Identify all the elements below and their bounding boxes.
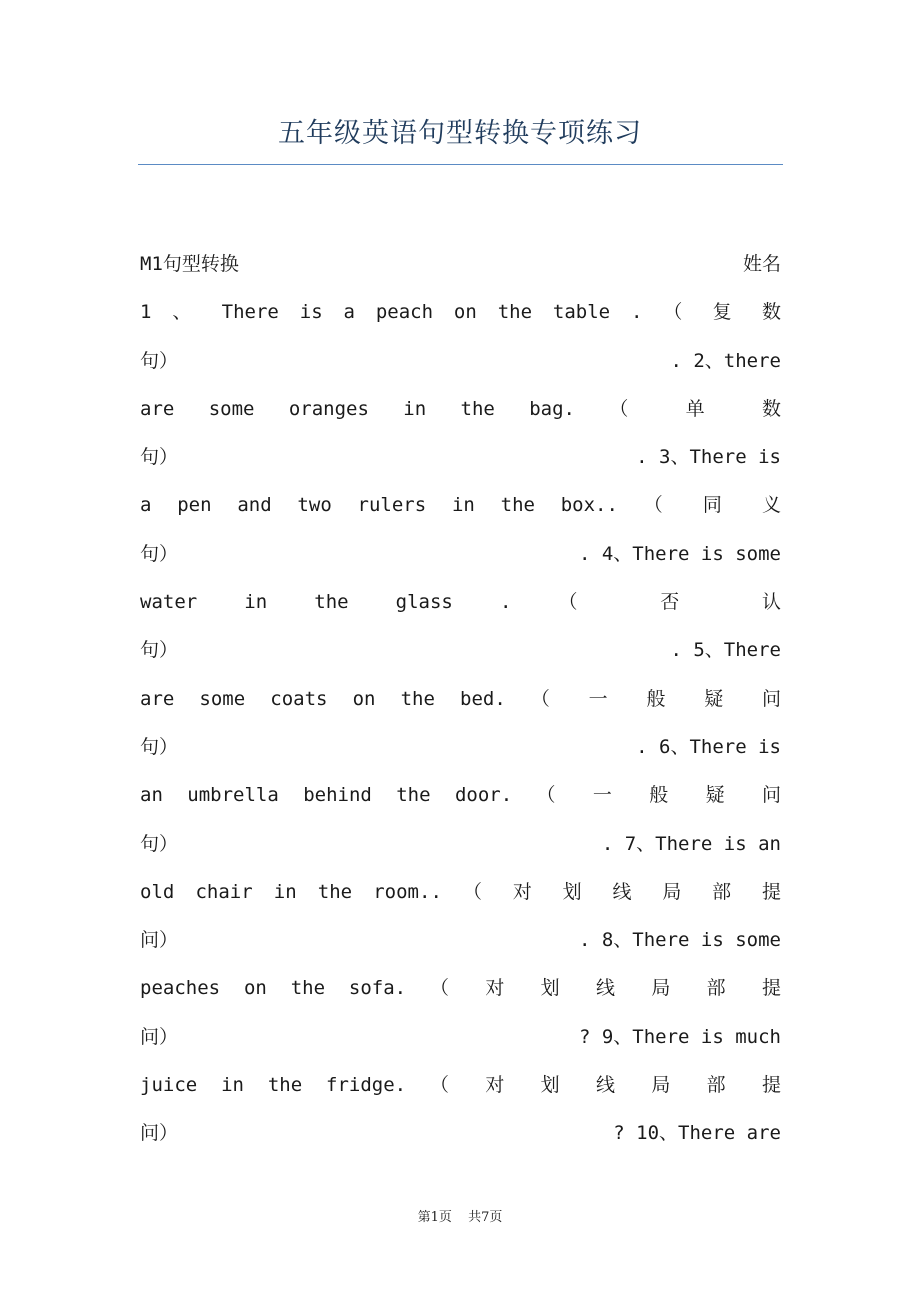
exercise-next-start: . 6、There is bbox=[636, 735, 781, 758]
exercise-type-end: 句） bbox=[140, 639, 179, 662]
exercise-next-start: ? 10、There are bbox=[613, 1122, 781, 1145]
document-body bbox=[140, 240, 781, 1158]
exercise-text: are some coats on the bed. （ 一 般 疑 问 bbox=[140, 687, 781, 710]
exercise-line bbox=[140, 337, 781, 385]
exercise-line bbox=[140, 868, 781, 916]
exercise-line bbox=[140, 385, 781, 433]
page-title: 五年级英语句型转换专项练习 bbox=[278, 118, 642, 149]
exercise-line bbox=[140, 626, 781, 674]
exercise-line bbox=[140, 1013, 781, 1061]
exercise-text: old chair in the room.. （ 对 划 线 局 部 提 bbox=[140, 880, 781, 903]
exercise-type-end: 句） bbox=[140, 735, 179, 758]
page-total: 共7页 bbox=[468, 1210, 503, 1225]
exercise-line bbox=[140, 1061, 781, 1109]
exercise-next-start: . 2、there bbox=[670, 349, 781, 372]
exercise-line bbox=[140, 916, 781, 964]
exercise-line bbox=[140, 1109, 781, 1157]
section-header bbox=[140, 240, 781, 288]
exercise-line bbox=[140, 723, 781, 771]
exercise-next-start: ? 9、There is much bbox=[578, 1025, 781, 1048]
exercise-next-start: . 3、There is bbox=[636, 446, 781, 469]
exercise-text: peaches on the sofa. （ 对 划 线 局 部 提 bbox=[140, 977, 781, 1000]
exercise-next-start: . 5、There bbox=[670, 639, 781, 662]
title-divider bbox=[138, 164, 783, 165]
exercise-next-start: . 7、There is an bbox=[601, 832, 781, 855]
page-footer bbox=[0, 1206, 920, 1225]
exercise-line bbox=[140, 481, 781, 529]
exercise-line bbox=[140, 771, 781, 819]
exercise-type-end: 句） bbox=[140, 446, 179, 469]
name-label: 姓名 bbox=[742, 253, 781, 275]
exercise-type-end: 问） bbox=[140, 1122, 179, 1145]
exercise-text: water in the glass . （ 否 认 bbox=[140, 591, 781, 614]
exercise-lines bbox=[140, 288, 781, 1157]
exercise-type-end: 问） bbox=[140, 929, 179, 952]
exercise-line bbox=[140, 578, 781, 626]
exercise-type-end: 问） bbox=[140, 1025, 179, 1048]
exercise-line bbox=[140, 820, 781, 868]
exercise-line bbox=[140, 530, 781, 578]
exercise-line bbox=[140, 964, 781, 1012]
exercise-type-end: 句） bbox=[140, 349, 179, 372]
exercise-next-start: . 4、There is some bbox=[578, 542, 781, 565]
exercise-line bbox=[140, 433, 781, 481]
exercise-text: juice in the fridge. （ 对 划 线 局 部 提 bbox=[140, 1074, 781, 1097]
exercise-next-start: . 8、There is some bbox=[578, 929, 781, 952]
exercise-type-end: 句） bbox=[140, 832, 179, 855]
exercise-text: a pen and two rulers in the box.. （ 同 义 bbox=[140, 494, 781, 517]
exercise-text: are some oranges in the bag. （ 单 数 bbox=[140, 397, 781, 420]
section-title: M1句型转换 bbox=[140, 253, 239, 275]
exercise-text: an umbrella behind the door. （ 一 般 疑 问 bbox=[140, 784, 781, 807]
exercise-line bbox=[140, 675, 781, 723]
exercise-type-end: 句） bbox=[140, 542, 179, 565]
exercise-line bbox=[140, 288, 781, 336]
exercise-text: 1 、 There is a peach on the table . （ 复 数 bbox=[140, 301, 781, 324]
page-number: 第1页 bbox=[417, 1210, 452, 1225]
